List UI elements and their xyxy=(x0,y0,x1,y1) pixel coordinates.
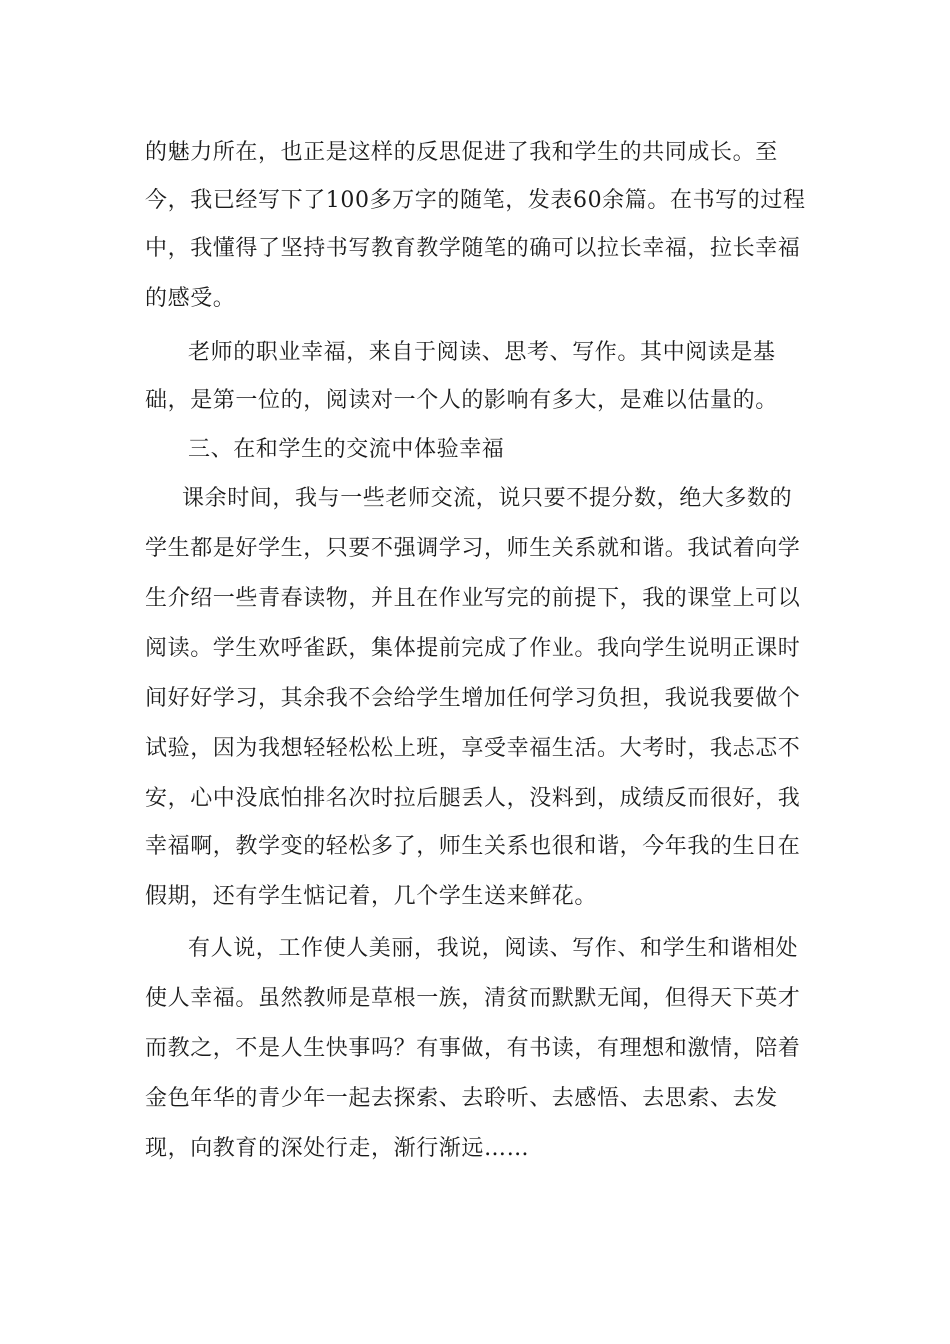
text-line: 金色年华的青少年一起去探索、去聆听、去感悟、去思索、去发 xyxy=(145,1086,778,1111)
text-line: 今，我已经写下了100多万字的随笔，发表60余篇。在书写的过程 xyxy=(145,188,806,213)
paragraph-first-line: 老师的职业幸福，来自于阅读、思考、写作。其中阅读是基 xyxy=(188,340,776,365)
text-line: 幸福啊，教学变的轻松多了，师生关系也很和谐，今年我的生日在 xyxy=(145,834,801,859)
text-line: 而教之，不是人生快事吗？有事做，有书读，有理想和激情，陪着 xyxy=(145,1036,801,1061)
text-line: 的感受。 xyxy=(145,286,236,311)
text-line: 学生都是好学生，只要不强调学习，师生关系就和谐。我试着向学 xyxy=(145,536,801,561)
text-line: 使人幸福。虽然教师是草根一族，清贫而默默无闻，但得天下英才 xyxy=(145,986,801,1011)
text-line: 础，是第一位的，阅读对一个人的影响有多大，是难以估量的。 xyxy=(145,388,778,413)
text-line: 中，我懂得了坚持书写教育教学随笔的确可以拉长幸福，拉长幸福 xyxy=(145,236,801,261)
text-line: 阅读。学生欢呼雀跃，集体提前完成了作业。我向学生说明正课时 xyxy=(145,636,801,661)
paragraph-first-line: 有人说，工作使人美丽，我说，阅读、写作、和学生和谐相处 xyxy=(188,936,799,961)
text-line: 间好好学习，其余我不会给学生增加任何学习负担，我说我要做个 xyxy=(145,686,801,711)
text-line: 安，心中没底怕排名次时拉后腿丢人，没料到，成绩反而很好，我 xyxy=(145,786,801,811)
paragraph-first-line: 课余时间，我与一些老师交流，说只要不提分数，绝大多数的 xyxy=(182,486,793,511)
section-heading: 三、在和学生的交流中体验幸福 xyxy=(188,437,505,462)
text-line: 试验，因为我想轻轻松松上班，享受幸福生活。大考时，我忐忑不 xyxy=(145,736,801,761)
text-line: 的魅力所在，也正是这样的反思促进了我和学生的共同成长。至 xyxy=(145,140,778,165)
text-line: 假期，还有学生惦记着，几个学生送来鲜花。 xyxy=(145,884,598,909)
text-line: 现，向教育的深处行走，渐行渐远…… xyxy=(145,1136,530,1161)
text-line: 生介绍一些青春读物，并且在作业写完的前提下，我的课堂上可以 xyxy=(145,586,801,611)
